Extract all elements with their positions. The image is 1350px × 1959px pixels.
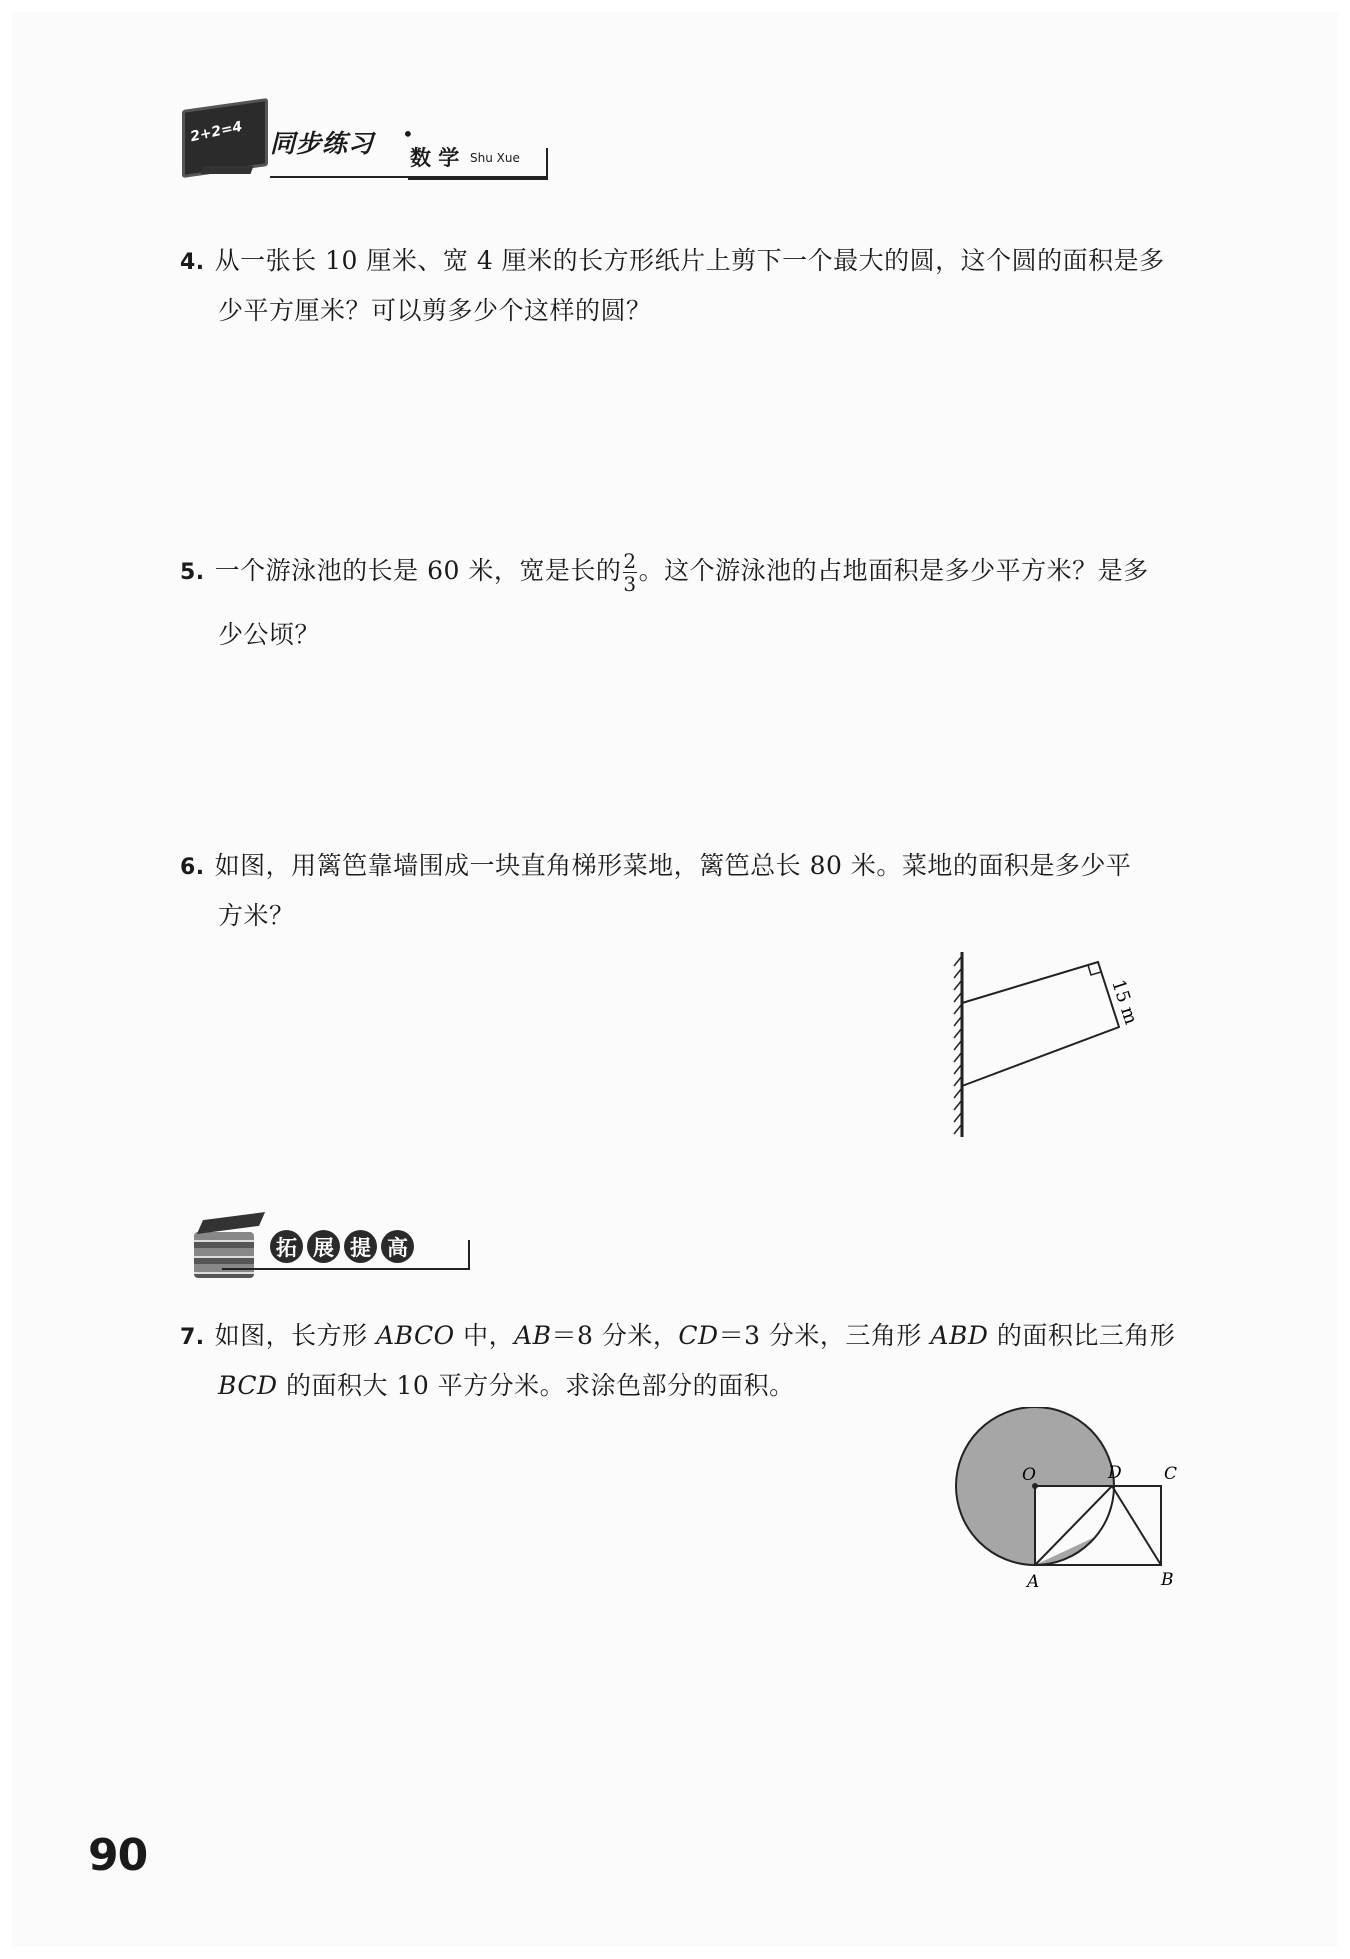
section-char-3: 提 bbox=[344, 1230, 377, 1263]
triangle-abd: ABD bbox=[930, 1321, 989, 1350]
problem-text-after-fraction: 。这个游泳池的占地面积是多少平方米？是多 bbox=[638, 556, 1149, 585]
problem-text: ＝3 分米，三角形 bbox=[718, 1321, 931, 1350]
page-number: 90 bbox=[88, 1830, 148, 1881]
header-dot: • bbox=[402, 122, 414, 146]
fraction-denominator: 3 bbox=[623, 572, 637, 596]
problem-text: ＝8 分米， bbox=[551, 1321, 679, 1350]
circle-rectangle-figure bbox=[932, 1407, 1232, 1607]
side-length-label: 15 m bbox=[1107, 977, 1142, 1028]
rect-name: ABCO bbox=[376, 1321, 455, 1350]
problem-text: 的面积大 10 平方分米。求涂色部分的面积。 bbox=[277, 1371, 795, 1400]
problem-number: 5. bbox=[180, 560, 205, 585]
label-a: A bbox=[1027, 1572, 1040, 1592]
header-subject-pinyin: Shu Xue bbox=[470, 151, 520, 165]
problem-text-line1: 如图，用篱笆靠墙围成一块直角梯形菜地，篱笆总长 80 米。菜地的面积是多少平 bbox=[214, 851, 1132, 880]
problem-number: 6. bbox=[180, 855, 205, 880]
board-text: 2+2=4 bbox=[188, 118, 244, 146]
fraction-numerator: 2 bbox=[623, 549, 637, 573]
problem-text-line2: 少平方厘米？可以剪多少个这样的圆？ bbox=[218, 296, 652, 325]
problem-number: 7. bbox=[180, 1325, 205, 1350]
problem-text: 中， bbox=[454, 1321, 515, 1350]
problem-number: 4. bbox=[180, 250, 205, 275]
graduation-cap-icon bbox=[197, 1212, 265, 1234]
segment-cd: CD bbox=[678, 1321, 719, 1350]
problem-5 bbox=[180, 540, 1220, 666]
problem-6 bbox=[180, 842, 1220, 940]
section-banner bbox=[182, 1212, 472, 1292]
section-char-1: 拓 bbox=[270, 1230, 303, 1263]
fence-outline bbox=[962, 962, 1119, 1086]
trapezoid-figure bbox=[932, 942, 1152, 1142]
chalkboard-stand bbox=[201, 166, 254, 174]
problem-4 bbox=[180, 237, 1220, 335]
label-o: O bbox=[1022, 1465, 1036, 1485]
problem-text: 如图，长方形 bbox=[214, 1321, 377, 1350]
page bbox=[12, 12, 1338, 1947]
banner-underline bbox=[222, 1268, 470, 1270]
header-title: 同步练习 bbox=[270, 129, 375, 158]
banner-edge bbox=[468, 1240, 470, 1270]
section-char-2: 展 bbox=[307, 1230, 340, 1263]
section-char-4: 高 bbox=[381, 1230, 414, 1263]
problem-text-line2 bbox=[180, 1362, 1220, 1410]
header bbox=[172, 98, 542, 198]
problem-text-line1: 从一张长 10 厘米、宽 4 厘米的长方形纸片上剪下一个最大的圆，这个圆的面积是多 bbox=[214, 246, 1165, 275]
header-subject: 数 学 bbox=[410, 146, 460, 170]
books-icon bbox=[194, 1232, 254, 1278]
label-b: B bbox=[1161, 1570, 1174, 1590]
problem-7 bbox=[180, 1312, 1220, 1410]
problem-text-line2: 少公顷？ bbox=[218, 620, 321, 649]
problem-text-line2: 方米？ bbox=[218, 901, 295, 930]
label-c: C bbox=[1164, 1464, 1178, 1484]
triangle-bcd: BCD bbox=[218, 1371, 278, 1400]
problem-text-before-fraction: 一个游泳池的长是 60 米，宽是长的 bbox=[214, 556, 622, 585]
fraction bbox=[623, 550, 636, 595]
segment-ab: AB bbox=[514, 1321, 552, 1350]
label-d: D bbox=[1108, 1463, 1122, 1483]
problem-text: 的面积比三角形 bbox=[988, 1321, 1176, 1350]
